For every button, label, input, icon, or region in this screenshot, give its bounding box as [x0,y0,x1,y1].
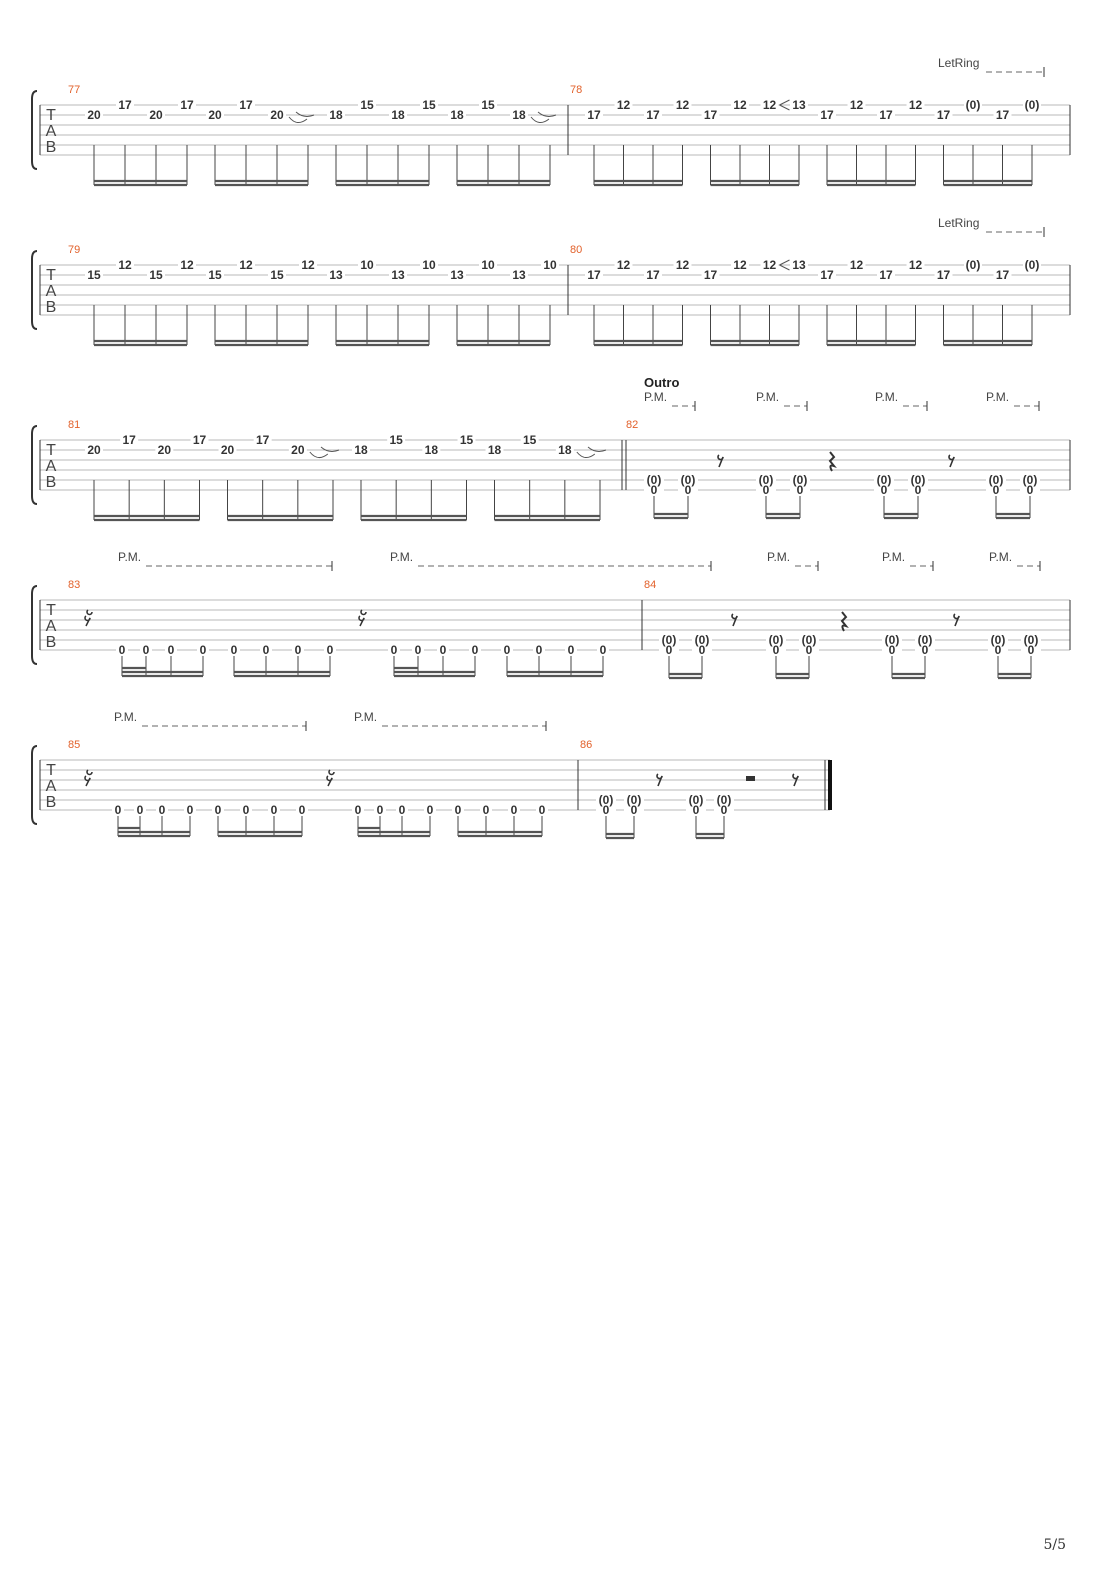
ghost-fret-number: (0) [801,633,817,647]
ghost-fret-number: (0) [876,473,892,487]
fret-number: 0 [567,643,575,657]
fret-number: 0 [214,803,222,817]
fret-number: 20 [149,108,163,122]
fret-number: 17 [239,98,253,112]
fret-number: 12 [733,98,747,112]
fret-number: 0 [439,643,447,657]
fret-number: 0 [665,643,673,657]
fret-number: 15 [87,268,101,282]
fret-number: 20 [220,443,235,457]
fret-number: 17 [879,108,893,122]
fret-number: 20 [157,443,172,457]
tab-clef-letter: A [45,618,57,635]
system-bracket [32,426,37,504]
tab-clef-letter: A [45,458,57,475]
palm-mute-label: P.M. [390,550,414,564]
tie-arc [577,452,595,458]
ghost-fret-number: (0) [768,633,784,647]
fret-number: 15 [459,433,474,447]
fret-number: 0 [994,643,1002,657]
eighth-rest [949,455,954,467]
palm-mute-label: P.M. [756,390,780,404]
fret-number: 12 [849,98,864,112]
sixteenth-rest [327,770,334,786]
fret-number: 0 [414,643,422,657]
tab-clef-letter: B [45,794,57,811]
fret-number: 17 [936,268,951,282]
fret-number: 0 [326,643,334,657]
measure-number: 81 [68,419,81,431]
fret-number: (0) [1024,258,1040,272]
fret-number: 12 [675,98,690,112]
fret-number: 13 [792,258,806,272]
slide-mark [296,112,314,116]
fret-number: 0 [684,483,692,497]
palm-mute-label: P.M. [989,550,1013,564]
system-bracket [32,586,37,664]
fret-number: 18 [450,108,464,122]
fret-number: 18 [354,443,368,457]
fret-number: 13 [329,268,343,282]
fret-number: 0 [242,803,250,817]
fret-number: 0 [650,483,658,497]
fret-number: 12 [733,258,747,272]
tab-clef-letter: A [45,778,57,795]
fret-number: 0 [114,803,122,817]
fret-number: 0 [692,803,700,817]
fret-number: 0 [992,483,1000,497]
fret-number: 17 [118,98,132,112]
fret-number: 0 [118,643,126,657]
fret-number: 12 [301,258,315,272]
fret-number: 15 [149,268,163,282]
fret-number: 12 [616,258,631,272]
fret-number: 0 [294,643,302,657]
fret-number: 15 [270,268,284,282]
fret-number: 0 [888,643,896,657]
tab-clef-letter: A [45,123,57,140]
fret-number: 17 [820,108,834,122]
fret-number: 20 [208,108,222,122]
fret-number: 0 [503,643,511,657]
fret-number: 0 [186,803,194,817]
fret-number: 0 [142,643,150,657]
fret-number: 15 [360,98,374,112]
ghost-fret-number: (0) [917,633,933,647]
fret-number: 0 [471,643,479,657]
fret-number: 17 [180,98,194,112]
measure-number: 77 [68,84,81,96]
tab-clef-letter: B [45,634,57,651]
measure-number: 86 [580,739,593,751]
fret-number: 15 [481,98,495,112]
fret-number: 0 [482,803,490,817]
fret-number: 15 [208,268,222,282]
system-bracket [32,91,37,169]
fret-number: 17 [646,268,660,282]
let-ring-label: LetRing [938,56,980,70]
page-number: 5/5 [1043,1537,1066,1553]
palm-mute-label: P.M. [767,550,791,564]
tab-clef-letter: T [46,267,56,284]
fret-number: 18 [487,443,502,457]
system-bracket [32,251,37,329]
fret-number: 18 [329,108,343,122]
fret-number: 12 [239,258,253,272]
fret-number: 0 [538,803,546,817]
fret-number: 0 [426,803,434,817]
ghost-fret-number: (0) [758,473,774,487]
ghost-fret-number: (0) [884,633,900,647]
fret-number: 0 [454,803,462,817]
fret-number: (0) [1024,98,1040,112]
measure-number: 78 [570,84,583,96]
section-title: Outro [644,375,680,390]
palm-mute-label: P.M. [114,710,138,724]
fret-number: 17 [820,268,834,282]
tab-clef-letter: T [46,602,56,619]
slide-mark [321,447,339,451]
half-rest [746,776,755,781]
fret-number: 0 [262,643,270,657]
fret-number: 17 [995,108,1010,122]
fret-number: 12 [616,98,631,112]
fret-number: 10 [481,258,495,272]
fret-number: 15 [522,433,537,447]
fret-number: (0) [965,98,981,112]
system-bracket [32,746,37,824]
fret-number: 13 [391,268,405,282]
fret-number: 0 [599,643,607,657]
fret-number: 0 [762,483,770,497]
measure-number: 85 [68,739,81,751]
palm-mute-label: P.M. [882,550,906,564]
fret-number: 17 [703,268,718,282]
fret-number: 12 [762,258,777,272]
fret-number: 0 [199,643,207,657]
measure-number: 79 [68,244,81,256]
fret-number: 0 [270,803,278,817]
tie-arc [289,117,307,123]
fret-number: 0 [298,803,306,817]
fret-number: 17 [995,268,1010,282]
fret-number: 0 [720,803,728,817]
fret-number: 17 [587,108,601,122]
tab-clef-letter: B [45,139,57,156]
fret-number: 0 [796,483,804,497]
ghost-fret-number: (0) [1022,473,1038,487]
fret-number: 12 [180,258,194,272]
fret-number: 0 [230,643,238,657]
slide-mark [538,112,556,116]
ghost-fret-number: (0) [988,473,1004,487]
fret-number: 12 [118,258,132,272]
slide-mark [588,447,606,451]
sixteenth-rest [85,610,92,626]
ghost-fret-number: (0) [716,793,732,807]
fret-number: 0 [698,643,706,657]
ghost-fret-number: (0) [792,473,808,487]
ghost-fret-number: (0) [598,793,614,807]
ghost-fret-number: (0) [661,633,677,647]
tie-arc [310,452,328,458]
fret-number: 10 [422,258,436,272]
fret-number: 0 [805,643,813,657]
eighth-rest [718,455,723,467]
ghost-fret-number: (0) [990,633,1006,647]
let-ring-label: LetRing [938,216,980,230]
fret-number: 20 [87,108,101,122]
fret-number: 17 [587,268,601,282]
tab-clef-letter: T [46,762,56,779]
palm-mute-label: P.M. [986,390,1010,404]
fret-number: 17 [192,433,207,447]
fret-number: 0 [136,803,144,817]
fret-number: 10 [360,258,374,272]
fret-number: 10 [543,258,557,272]
fret-number: 20 [87,443,101,457]
tab-clef-letter: T [46,107,56,124]
fret-number: 17 [879,268,893,282]
fret-number: 0 [602,803,610,817]
palm-mute-label: P.M. [644,390,668,404]
fret-number: 0 [535,643,543,657]
sixteenth-rest [359,610,366,626]
fret-number: 13 [792,98,806,112]
fret-number: 20 [291,443,305,457]
fret-number: 18 [424,443,439,457]
fret-number: 15 [422,98,436,112]
fret-number: 0 [390,643,398,657]
palm-mute-label: P.M. [875,390,899,404]
fret-number: 12 [908,98,923,112]
ghost-fret-number: (0) [646,473,662,487]
quarter-rest [830,452,834,471]
fret-number: 0 [880,483,888,497]
fret-number: 13 [512,268,526,282]
measure-number: 82 [626,419,639,431]
fret-number: 0 [914,483,922,497]
fret-number: 0 [630,803,638,817]
measure-number: 80 [570,244,583,256]
fret-number: 17 [255,433,270,447]
fret-number: 12 [849,258,864,272]
fret-number: 18 [391,108,405,122]
measure-number: 84 [644,579,657,591]
fret-number: 12 [762,98,777,112]
fret-number: 15 [389,433,403,447]
fret-number: 0 [167,643,175,657]
ghost-fret-number: (0) [680,473,696,487]
fret-number: 17 [122,433,136,447]
fret-number: 20 [270,108,284,122]
ghost-fret-number: (0) [1023,633,1039,647]
quarter-rest [842,612,846,631]
fret-number: 0 [158,803,166,817]
fret-number: 12 [908,258,923,272]
fret-number: 17 [646,108,660,122]
sixteenth-rest [85,770,92,786]
fret-number: 0 [772,643,780,657]
fret-number: 0 [354,803,362,817]
fret-number: 0 [510,803,518,817]
ghost-fret-number: (0) [910,473,926,487]
fret-number: (0) [965,258,981,272]
palm-mute-label: P.M. [118,550,142,564]
fret-number: 0 [398,803,406,817]
tab-clef-letter: B [45,474,57,491]
tab-clef-letter: B [45,299,57,316]
fret-number: 0 [1027,643,1035,657]
fret-number: 0 [376,803,384,817]
tab-clef-letter: A [45,283,57,300]
palm-mute-label: P.M. [354,710,378,724]
ghost-fret-number: (0) [688,793,704,807]
tab-clef-letter: T [46,442,56,459]
fret-number: 18 [558,443,572,457]
fret-number: 17 [703,108,718,122]
measure-number: 83 [68,579,81,591]
fret-number: 12 [675,258,690,272]
fret-number: 13 [450,268,464,282]
fret-number: 0 [1026,483,1034,497]
fret-number: 0 [921,643,929,657]
fret-number: 18 [512,108,526,122]
ghost-fret-number: (0) [694,633,710,647]
ghost-fret-number: (0) [626,793,642,807]
tie-arc [531,117,549,123]
fret-number: 17 [936,108,951,122]
